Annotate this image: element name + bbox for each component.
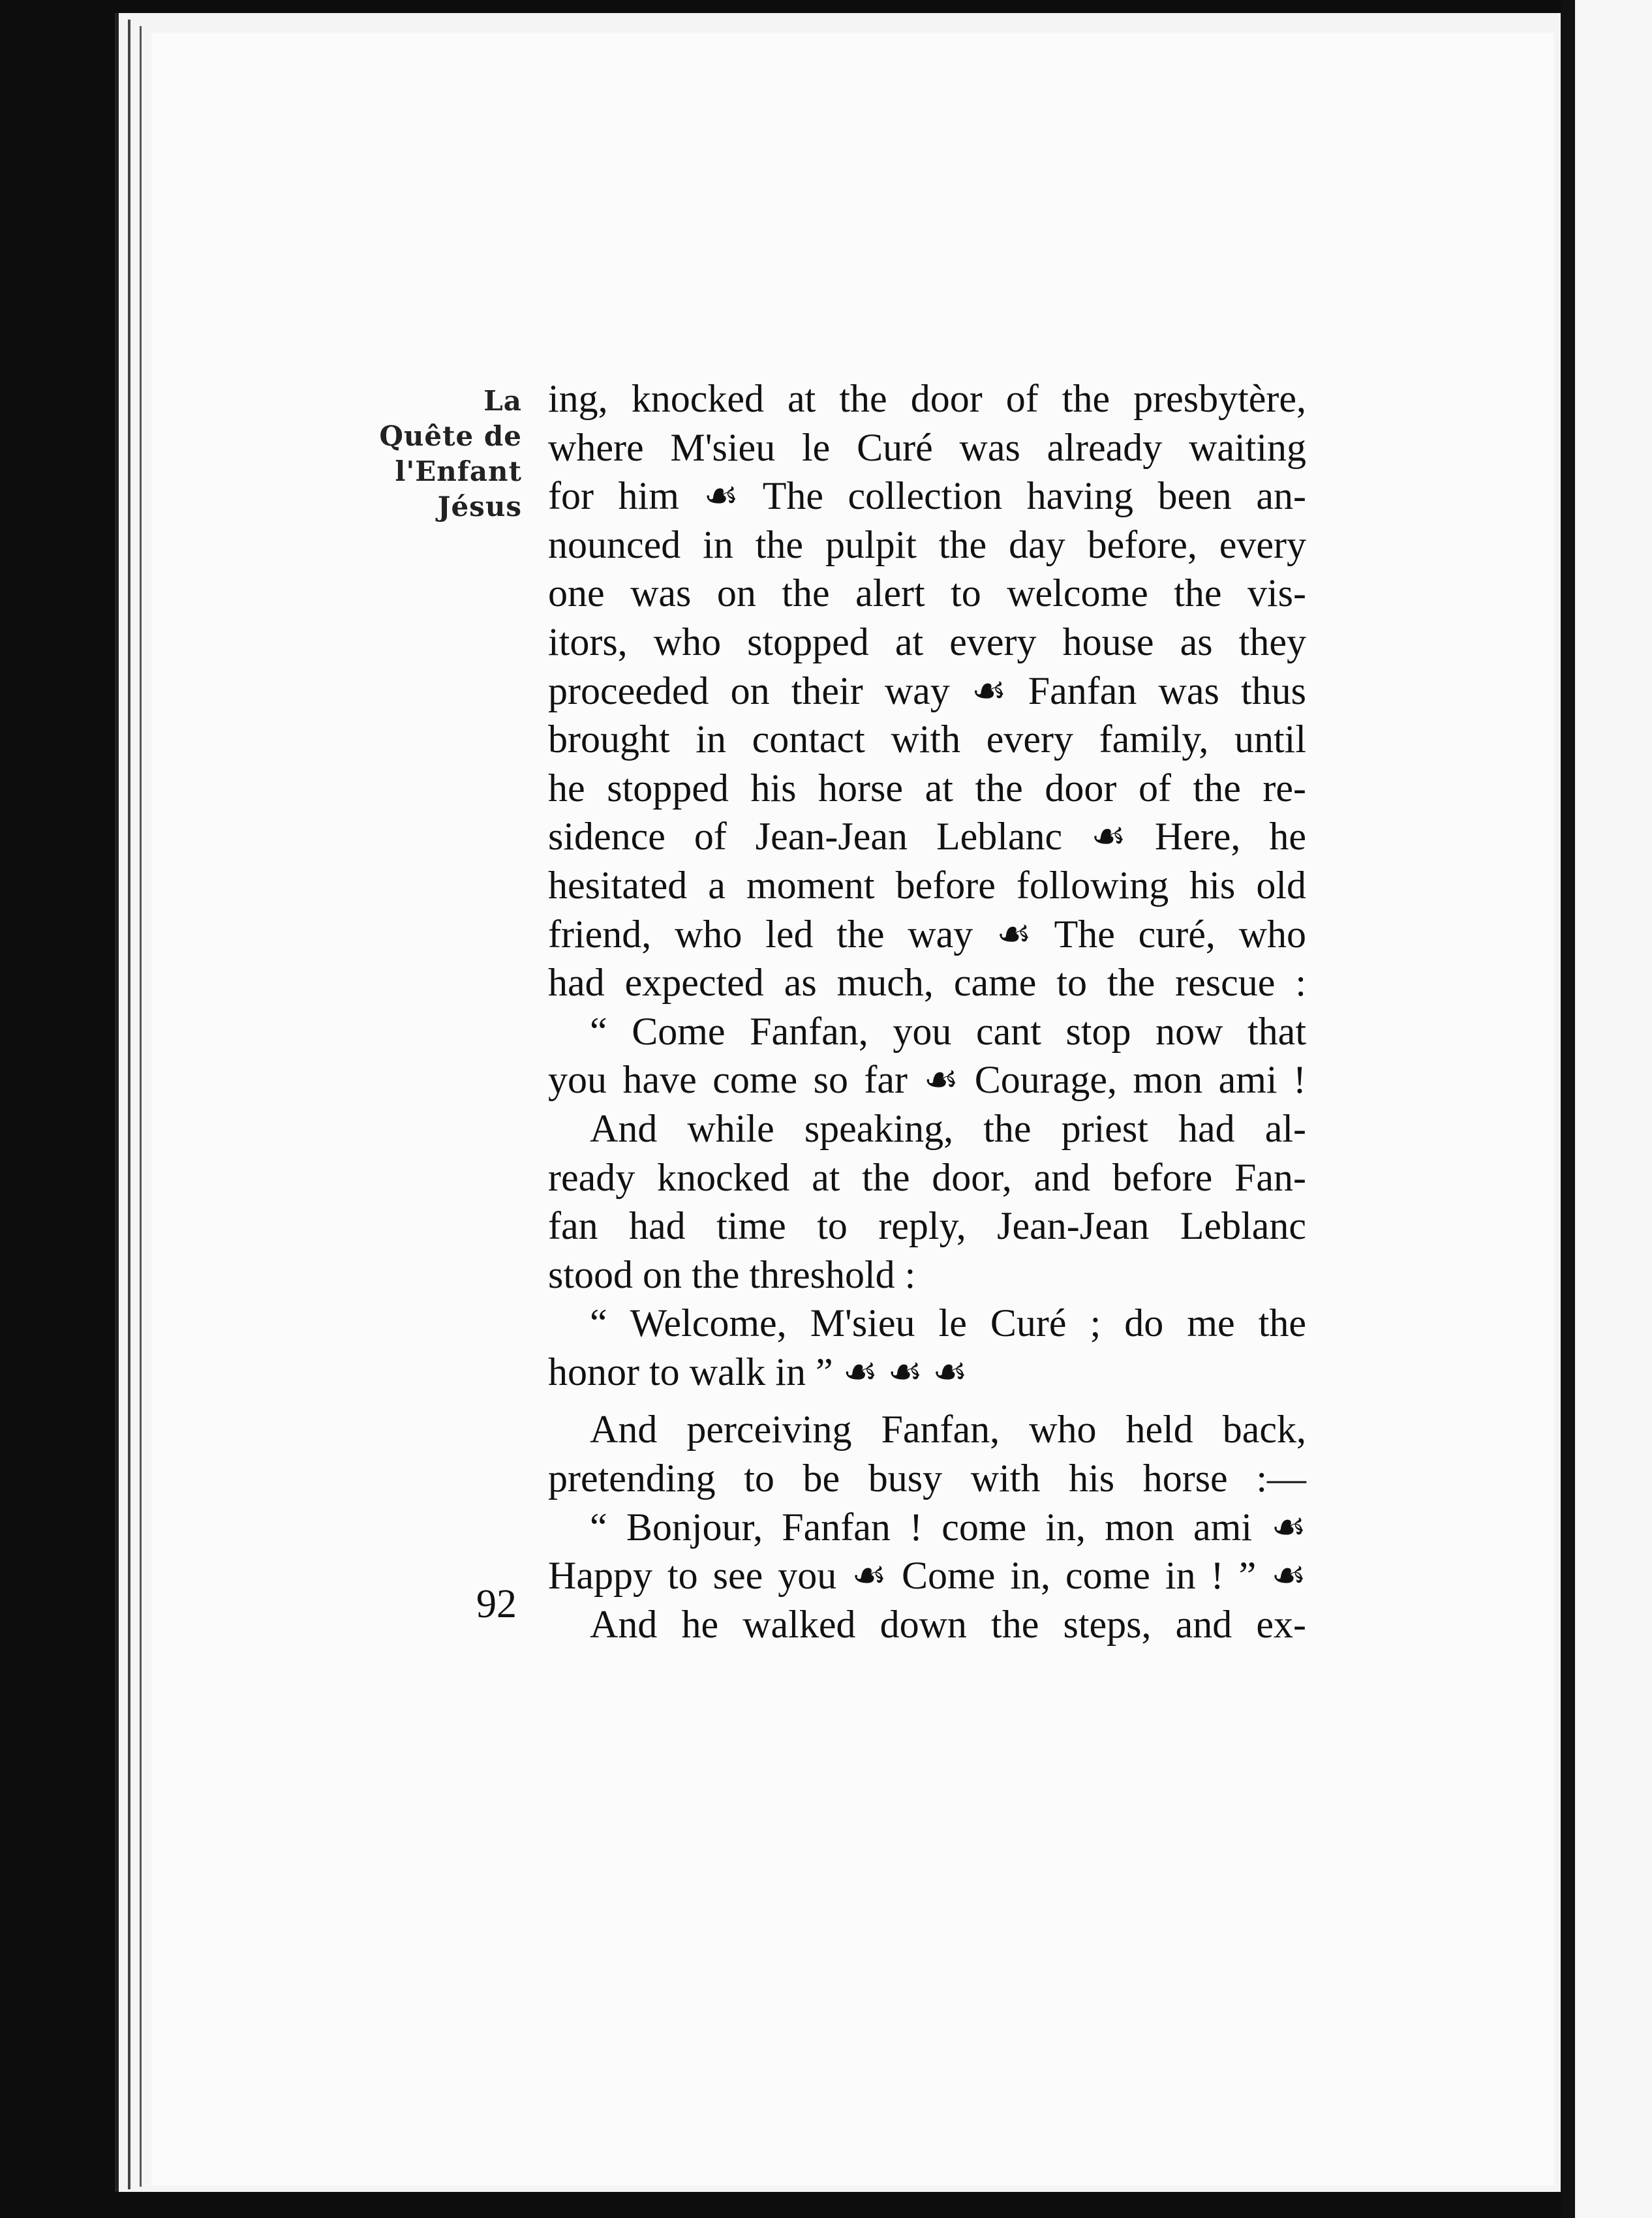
text-line: friend, who led the way ☙ The curé, who xyxy=(548,912,1306,956)
sidenote-line: Jésus xyxy=(437,491,522,523)
text-line: nounced in the pulpit the day before, every xyxy=(548,523,1306,566)
text-line: proceeded on their way ☙ Fanfan was thus xyxy=(548,669,1306,712)
sidenote-line: Quête de xyxy=(379,420,522,452)
text-line: stood on the threshold : xyxy=(548,1253,916,1296)
sidenote-line: l'Enfant xyxy=(395,455,522,487)
text-line: for him ☙ The collection having been an- xyxy=(548,474,1306,518)
text-line: had expected as much, came to the rescue : xyxy=(548,961,1306,1005)
text-line: where M'sieu le Curé was already waiting xyxy=(548,425,1306,469)
text-line: fan had time to reply, Jean-Jean Leblanc xyxy=(548,1204,1306,1248)
text-line: ready knocked at the door, and before Fan- xyxy=(548,1155,1306,1199)
text-line: he stopped his horse at the door of the re- xyxy=(548,766,1306,810)
text-line: And he walked down the steps, and ex- xyxy=(590,1602,1306,1646)
margin-sidenote xyxy=(352,384,522,524)
text-line: honor to walk in ” ☙ ☙ ☙ xyxy=(548,1350,968,1393)
facing-page-edge xyxy=(1561,0,1652,2218)
text-line: “ Welcome, M'sieu le Curé ; do me the xyxy=(590,1301,1306,1345)
text-line: And while speaking, the priest had al- xyxy=(590,1106,1306,1150)
sidenote-line: La xyxy=(483,385,522,417)
text-line: hesitated a moment before following his old xyxy=(548,863,1306,907)
page-number: 92 xyxy=(476,1582,517,1626)
text-line: itors, who stopped at every house as they xyxy=(548,620,1306,663)
text-line: Happy to see you ☙ Come in, come in ! ” ☙ xyxy=(548,1554,1306,1598)
text-line: sidence of Jean-Jean Leblanc ☙ Here, he xyxy=(548,815,1306,858)
text-line: brought in contact with every family, until xyxy=(548,718,1306,761)
text-line: you have come so far ☙ Courage, mon ami ! xyxy=(548,1058,1306,1102)
text-line: ing, knocked at the door of the presbytère, xyxy=(548,377,1306,420)
text-line: pretending to be busy with his horse :— xyxy=(548,1457,1306,1500)
body-text xyxy=(548,374,1306,1648)
text-line: “ Come Fanfan, you cant stop now that xyxy=(590,1009,1306,1053)
text-line: And perceiving Fanfan, who held back, xyxy=(590,1408,1306,1451)
facing-page-paper xyxy=(1575,0,1652,2218)
text-line: “ Bonjour, Fanfan ! come in, mon ami ☙ xyxy=(590,1505,1306,1549)
text-line: one was on the alert to welcome the vis- xyxy=(548,571,1306,615)
